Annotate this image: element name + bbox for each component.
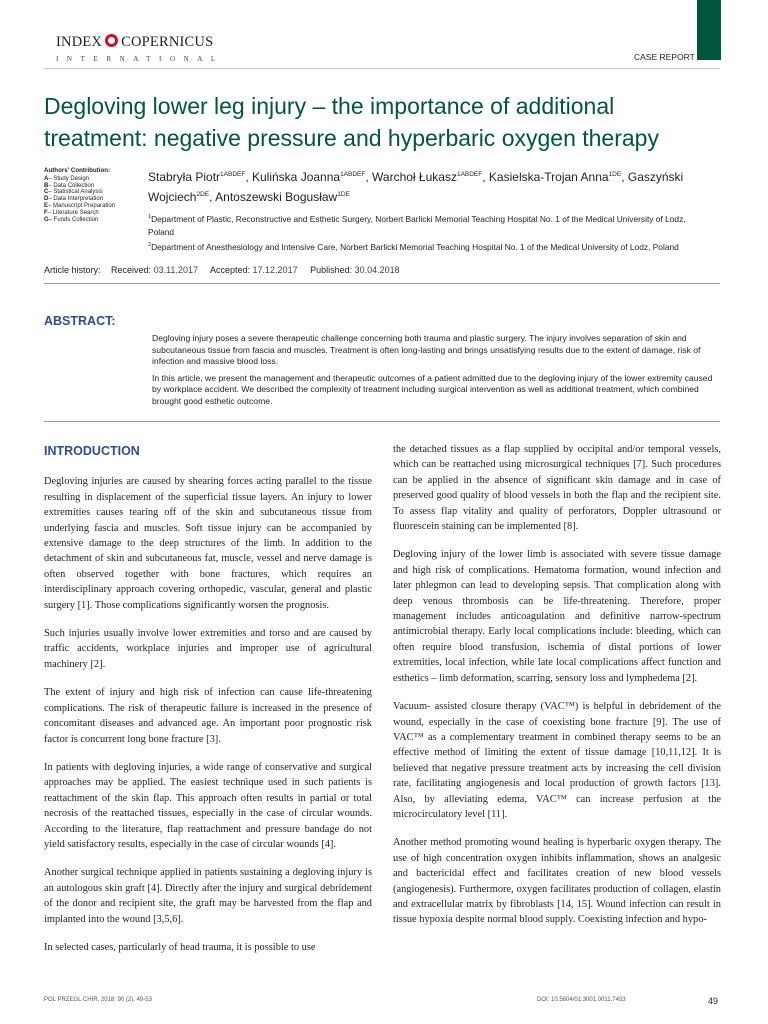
- affiliation: [148, 213, 710, 239]
- received-date: 03.11.2017: [153, 265, 198, 275]
- contribution-text: – Study Design: [48, 175, 90, 182]
- logo-subtitle: INTERNATIONAL: [56, 55, 224, 63]
- index-copernicus-logo: [56, 34, 224, 63]
- contribution-item: [44, 176, 144, 183]
- contribution-item: [44, 217, 144, 224]
- contribution-item: [44, 183, 144, 190]
- header-divider: [44, 68, 720, 69]
- affiliation-number: 1: [148, 214, 152, 221]
- author-name: Stabryła Piotr: [148, 170, 221, 184]
- abstract-heading: ABSTRACT:: [44, 314, 116, 328]
- author-name: Gaszyński Wojciech: [148, 170, 684, 204]
- body-paragraph: In selected cases, particularly of head trauma, it is possible to use: [44, 941, 316, 953]
- authors-contribution-legend: [44, 168, 144, 223]
- section-heading-introduction: INTRODUCTION: [44, 444, 140, 458]
- affiliation-text: Department of Anesthesiology and Intensive Care, Norbert Barlicki Memorial Teaching Hospital No. 1 of the Medical University of Lodz, Poland: [151, 242, 679, 252]
- author-name: Kasielska-Trojan Anna: [488, 170, 609, 184]
- author-separator: ,: [365, 170, 373, 184]
- accepted-date: 17.12.2017: [252, 265, 298, 275]
- logo-text-right: COPERNICUS: [121, 34, 214, 50]
- author-separator: ,: [621, 170, 628, 184]
- body-column-left: [44, 442, 372, 968]
- author-affiliation-marker: 1ABDEF: [220, 171, 246, 178]
- body-paragraph: Such injuries usually involve lower extremities and torso and are caused by traffic accidents, workplace injuries and improper use of agricultural machinery [2].: [44, 628, 372, 670]
- body-column-right: [393, 442, 721, 941]
- body-paragraph: Vacuum- assisted closure therapy (VAC™) is helpful in debridement of the wound, especially in the case of coexisting bone fracture [9]. The use of VAC™ as a complementary treatment in combined therapy seems to be an effective method of limiting the extent of tissue damage [10,11,12]. It is believed that negative pressure treatment acts by increasing the cell division rate, facilitating angiogenesis and local production of growth factors [13]. Also, by alleviating edema, VAC™ can increase perfusion at the microcirculatory level [11].: [393, 701, 721, 820]
- affiliation-text: Department of Plastic, Reconstructive and Esthetic Surgery, Norbert Barlicki Memorial Teaching Hospital No. 1 of the Medical University of Lodz, Poland: [148, 214, 686, 237]
- contribution-key: D: [44, 196, 49, 203]
- affiliation: [148, 241, 710, 254]
- author-name: Kulińska Joanna: [252, 170, 341, 184]
- contribution-key: A: [44, 175, 49, 182]
- author-name: Warchoł Łukasz: [372, 170, 457, 184]
- contribution-item: [44, 203, 144, 210]
- contribution-item: [44, 189, 144, 196]
- author-affiliation-marker: 1DE: [337, 191, 350, 198]
- contribution-text: – Statistical Analysis: [48, 189, 103, 196]
- contribution-key: G: [44, 216, 49, 223]
- doi: DOI: 10.5604/01.3001.0011.7453: [537, 997, 626, 1003]
- history-divider: [44, 283, 720, 284]
- published-label: Published:: [310, 265, 353, 275]
- body-paragraph: Degloving injury of the lower limb is associated with severe tissue damage and high risk of complications. Hematoma formation, wound infection and later phlegmon can lead to developing sepsis. That complication along with deep venous thrombosis can be life-threatening. Therefore, proper management includes anticoagulation and definitive narrow-spectrum antimicrobial therapy. Early local complications include: bleeding, which can often require blood transfusion, ischemia of distal portions of lower extremities, local infection, while late local complications affect function and esthetics – limb deformation, scarring, sensory loss and lymphedema [2].: [393, 549, 721, 684]
- author-list: [148, 167, 714, 207]
- contribution-text: – Funds Collection: [48, 216, 99, 223]
- contribution-text: – Data Interpretation: [48, 196, 104, 203]
- contribution-heading: Authors' Contribution:: [44, 167, 111, 174]
- author-separator: ,: [482, 170, 489, 184]
- abstract-paragraph: In this article, we present the management and therapeutic outcomes of a patient admitted due to the degloving injury of the lower extremity caused by workplace accident. We described the complexity of treatment including surgical intervention as well as additional treatment, which combined brought good esthetic outcome.: [152, 372, 713, 406]
- author-affiliation-marker: 1ABDEF: [340, 171, 366, 178]
- abstract-paragraph: Degloving injury poses a severe therapeutic challenge concerning both trauma and plastic surgery. The injury involves separation of skin and subcutaneous tissue from fascia and muscles. Treatment is often long-lasting and brings unsatisfying results due to the extent of damage, risk of infection and massive blood loss.: [152, 333, 701, 367]
- body-paragraph: The extent of injury and high risk of infection can cause life-threatening complications. The risk of therapeutic failure is increased in the presence of concomitant diseases and advanced age. An important poor prognostic risk factor is concurrent long bone fracture [3].: [44, 687, 372, 745]
- article-title: Degloving lower leg injury – the importance of additional treatment: negative pressure and hyperbaric oxygen therapy: [44, 93, 659, 151]
- author-affiliation-marker: 2DE: [196, 191, 210, 198]
- contribution-text: – Data Collection: [48, 182, 95, 189]
- body-paragraph: Degloving injuries are caused by shearing forces acting parallel to the tissue resulting in displacement of the superficial tissue layers. An injury to lower extremities causes tearing off of the skin and subcutaneous tissue from underlying fascia and muscles. Soft tissue injury can be accompanied by extensive damage to the deep structures of the limb. In addition to the detachment of skin and subcutaneous fat, muscle, vessel and nerve damage is often observed together with bone fractures, which requires an interdisciplinary approach covering orthopedic, vascular, general and plastic surgery [1]. Those complications significantly worsen the prognosis.: [44, 476, 372, 611]
- author-separator: ,: [209, 190, 216, 204]
- logo-ring-icon: [105, 34, 118, 47]
- received-label: Received:: [111, 265, 152, 275]
- body-paragraph: Another surgical technique applied in patients sustaining a degloving injury is an autologous skin graft [4]. Directly after the injury and surgical debridement of the donor and recipient site, the graft may be harvested from the flap and implanted into the wound [3,5,6].: [44, 867, 372, 925]
- abstract-divider: [44, 421, 720, 422]
- author-name: Antoszewski Bogusław: [215, 190, 338, 204]
- abstract-body: [152, 333, 720, 413]
- contribution-key: B: [44, 182, 49, 189]
- journal-color-tab: [697, 0, 721, 60]
- body-paragraph: Another method promoting wound healing is hyperbaric oxygen therapy. The use of high concentration oxygen inhibits inflammation, shows an analgesic and bactericidal effect and facilitates creation of new blood vessels (angiogenesis). Furthermore, oxygen facilitates production of collagen, elastin and extracellular matrix by fibroblasts [14, 15]. Wound infection can result in tissue hypoxia despite normal blood supply. Coexisting infection and hypo-: [393, 837, 721, 926]
- contribution-item: [44, 196, 144, 203]
- logo-text-left: INDEX: [56, 34, 103, 50]
- published-date: 30.04.2018: [354, 265, 400, 275]
- body-paragraph: In patients with degloving injuries, a wide range of conservative and surgical approaches may be applied. The easiest technique used in such patients is reattachment of the skin flap. This approach often results in partial or total necrosis of the reattached tissues, especially in the case of circular wounds. According to the literature, flap reattachment and pressure bandage do not yield satisfactory results, especially in the case of circular wounds [4].: [44, 761, 372, 850]
- journal-citation: POL PRZEGL CHIR, 2018: 90 (2), 49-53: [44, 997, 152, 1003]
- article-type-label: CASE REPORT: [634, 52, 695, 62]
- accepted-label: Accepted:: [209, 265, 251, 275]
- body-paragraph: the detached tissues as a flap supplied by occipital and/or temporal vessels, which can be reattached using microsurgical techniques [7]. Such procedures can be applied in the absence of significant skin damage and in case of preserved good quality of blood vessels in both the flap and the recipient site. To assess flap vitality and quality of perforators, Doppler ultrasound or fluorescein staining can be implemented [8].: [393, 444, 721, 533]
- page-number: 49: [708, 996, 719, 1006]
- contribution-text: – Literature Search: [47, 209, 99, 216]
- author-affiliation-marker: 1DE: [608, 171, 622, 178]
- contribution-key: F: [44, 209, 48, 216]
- contribution-key: E: [44, 202, 49, 209]
- affiliation-number: 2: [148, 242, 152, 249]
- history-label: Article history:: [44, 265, 101, 275]
- contribution-item: [44, 210, 144, 217]
- contribution-text: – Manuscript Preparation: [48, 202, 116, 209]
- contribution-key: C: [44, 189, 49, 196]
- affiliations: [148, 213, 710, 256]
- author-separator: ,: [245, 170, 252, 184]
- article-history: [44, 265, 410, 275]
- author-affiliation-marker: 1ABDEF: [456, 171, 483, 178]
